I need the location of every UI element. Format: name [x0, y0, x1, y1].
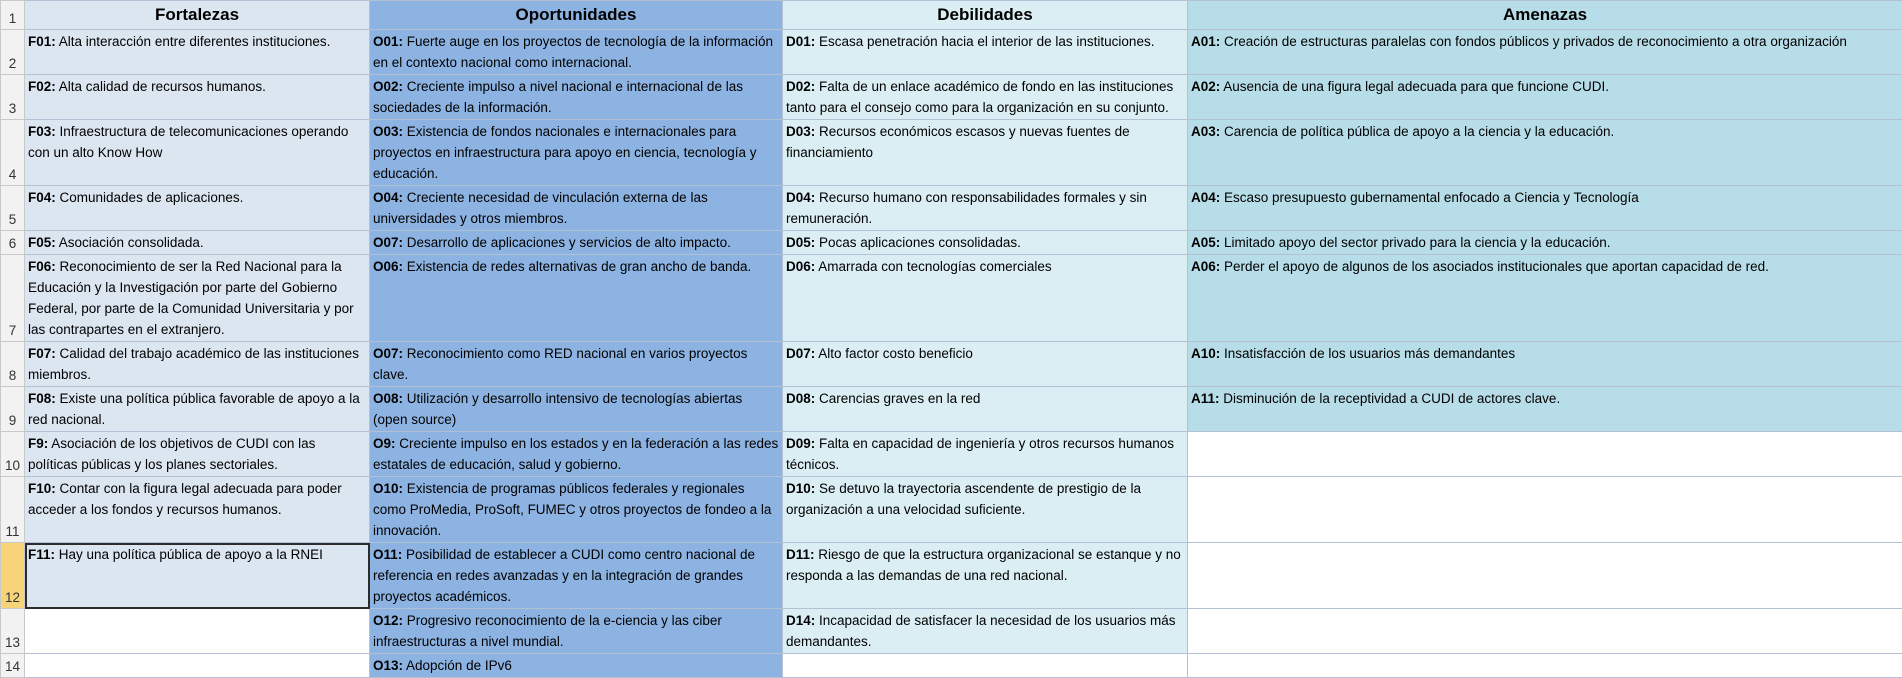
fortaleza-cell[interactable]	[25, 477, 370, 543]
oportunidad-cell[interactable]	[370, 120, 783, 186]
item-code: O12:	[373, 613, 403, 628]
item-text: Alta calidad de recursos humanos.	[56, 79, 266, 94]
table-row	[1, 543, 1902, 609]
oportunidad-cell[interactable]	[370, 477, 783, 543]
item-text: Ausencia de una figura legal adecuada para que funcione CUDI.	[1220, 79, 1609, 94]
item-text: Reconocimiento como RED nacional en varios proyectos clave.	[373, 346, 747, 382]
item-code: F01:	[28, 34, 56, 49]
debilidad-cell[interactable]	[783, 543, 1188, 609]
fortaleza-cell[interactable]	[25, 342, 370, 387]
debilidad-cell[interactable]	[783, 432, 1188, 477]
item-text: Progresivo reconocimiento de la e-ciencia y las ciber infraestructuras a nivel mundial.	[373, 613, 722, 649]
oportunidad-cell[interactable]	[370, 75, 783, 120]
oportunidad-cell[interactable]	[370, 654, 783, 678]
item-code: O08:	[373, 391, 403, 406]
empty-cell[interactable]	[1188, 654, 1902, 678]
item-code: O06:	[373, 259, 403, 274]
table-row	[1, 342, 1902, 387]
item-code: F9:	[28, 436, 48, 451]
empty-cell[interactable]	[1188, 609, 1902, 654]
debilidad-cell[interactable]	[783, 609, 1188, 654]
fortaleza-cell[interactable]	[25, 231, 370, 255]
item-text: Limitado apoyo del sector privado para la ciencia y la educación.	[1220, 235, 1610, 250]
debilidad-cell[interactable]	[783, 120, 1188, 186]
fortaleza-cell[interactable]	[25, 255, 370, 342]
item-text: Escasa penetración hacia el interior de las instituciones.	[815, 34, 1154, 49]
item-text: Alta interacción entre diferentes instituciones.	[56, 34, 331, 49]
item-text: Existencia de programas públicos federales y regionales como ProMedia, ProSoft, FUMEC y otros proyectos de fondeo a la innovación.	[373, 481, 771, 538]
oportunidad-cell[interactable]	[370, 231, 783, 255]
item-code: A11:	[1191, 391, 1220, 406]
oportunidad-cell[interactable]	[370, 255, 783, 342]
amenaza-cell[interactable]	[1188, 387, 1902, 432]
empty-cell[interactable]	[1188, 477, 1902, 543]
row-number[interactable]: 14	[1, 654, 25, 678]
item-text: Reconocimiento de ser la Red Nacional para la Educación y la Investigación por parte del Gobierno Federal, por parte de la Comunidad Universitaria y por las contrapartes en el extranjero.	[28, 259, 354, 337]
row-number[interactable]: 11	[1, 477, 25, 543]
item-text: Se detuvo la trayectoria ascendente de prestigio de la organización a una velocidad suficiente.	[786, 481, 1141, 517]
debilidad-cell[interactable]	[783, 30, 1188, 75]
item-code: O10:	[373, 481, 403, 496]
row-number[interactable]: 5	[1, 186, 25, 231]
item-text: Falta de un enlace académico de fondo en las instituciones tanto para el consejo como para la organización en su conjunto.	[786, 79, 1173, 115]
item-text: Insatisfacción de los usuarios más demandantes	[1220, 346, 1515, 361]
header-fortalezas[interactable]: Fortalezas	[25, 1, 370, 30]
row-number[interactable]: 7	[1, 255, 25, 342]
item-text: Carencia de política pública de apoyo a la ciencia y la educación.	[1220, 124, 1614, 139]
item-text: Infraestructura de telecomunicaciones operando con un alto Know How	[28, 124, 348, 160]
row-number[interactable]: 8	[1, 342, 25, 387]
row-number[interactable]: 12	[1, 543, 25, 609]
item-code: F03:	[28, 124, 56, 139]
item-code: D06:	[786, 259, 815, 274]
item-text: Desarrollo de aplicaciones y servicios de alto impacto.	[403, 235, 731, 250]
header-row	[1, 1, 1902, 30]
item-code: O01:	[373, 34, 403, 49]
fortaleza-cell[interactable]	[25, 75, 370, 120]
debilidad-cell[interactable]	[783, 231, 1188, 255]
item-text: Comunidades de aplicaciones.	[56, 190, 244, 205]
item-code: A05:	[1191, 235, 1220, 250]
table-row	[1, 255, 1902, 342]
table-row	[1, 120, 1902, 186]
item-text: Perder el apoyo de algunos de los asociados institucionales que aportan capacidad de red.	[1220, 259, 1769, 274]
header-oportunidades[interactable]: Oportunidades	[370, 1, 783, 30]
debilidad-cell[interactable]	[783, 387, 1188, 432]
row-number[interactable]: 9	[1, 387, 25, 432]
item-code: O03:	[373, 124, 403, 139]
empty-cell[interactable]	[25, 609, 370, 654]
header-amenazas[interactable]: Amenazas	[1188, 1, 1902, 30]
item-text: Contar con la figura legal adecuada para poder acceder a los fondos y recursos humanos.	[28, 481, 342, 517]
oportunidad-cell[interactable]	[370, 342, 783, 387]
table-row	[1, 387, 1902, 432]
row-number[interactable]: 2	[1, 30, 25, 75]
item-text: Posibilidad de establecer a CUDI como centro nacional de referencia en redes avanzadas y en la integración de grandes proyectos académicos.	[373, 547, 755, 604]
amenaza-cell[interactable]	[1188, 186, 1902, 231]
row-number[interactable]: 13	[1, 609, 25, 654]
item-text: Asociación consolidada.	[56, 235, 204, 250]
amenaza-cell[interactable]	[1188, 342, 1902, 387]
table-row	[1, 432, 1902, 477]
item-text: Carencias graves en la red	[815, 391, 980, 406]
item-text: Creciente necesidad de vinculación externa de las universidades y otros miembros.	[373, 190, 708, 226]
item-code: D04:	[786, 190, 815, 205]
item-code: F08:	[28, 391, 56, 406]
item-text: Incapacidad de satisfacer la necesidad de los usuarios más demandantes.	[786, 613, 1175, 649]
item-code: D11:	[786, 547, 815, 562]
item-code: O02:	[373, 79, 403, 94]
table-row	[1, 75, 1902, 120]
item-code: O13:	[373, 658, 403, 673]
item-text: Riesgo de que la estructura organizacional se estanque y no responda a las demandas de una red nacional.	[786, 547, 1181, 583]
item-text: Fuerte auge en los proyectos de tecnología de la información en el contexto nacional como internacional.	[373, 34, 773, 70]
debilidad-cell[interactable]	[783, 255, 1188, 342]
amenaza-cell[interactable]	[1188, 255, 1902, 342]
table-row	[1, 654, 1902, 678]
amenaza-cell[interactable]	[1188, 120, 1902, 186]
table-row	[1, 186, 1902, 231]
item-code: A10:	[1191, 346, 1220, 361]
item-code: F07:	[28, 346, 56, 361]
item-text: Recursos económicos escasos y nuevas fuentes de financiamiento	[786, 124, 1130, 160]
item-code: A03:	[1191, 124, 1220, 139]
oportunidad-cell[interactable]	[370, 387, 783, 432]
fortaleza-cell[interactable]	[25, 543, 370, 609]
oportunidad-cell[interactable]	[370, 543, 783, 609]
empty-cell[interactable]	[783, 654, 1188, 678]
amenaza-cell[interactable]	[1188, 231, 1902, 255]
fortaleza-cell[interactable]	[25, 387, 370, 432]
table-row	[1, 30, 1902, 75]
debilidad-cell[interactable]	[783, 342, 1188, 387]
grid-body	[1, 30, 1902, 678]
item-code: O11:	[373, 547, 402, 562]
item-text: Asociación de los objetivos de CUDI con las políticas públicas y los planes sectoriales.	[28, 436, 315, 472]
item-text: Existe una política pública favorable de apoyo a la red nacional.	[28, 391, 360, 427]
item-code: A02:	[1191, 79, 1220, 94]
item-code: D05:	[786, 235, 815, 250]
item-text: Creación de estructuras paralelas con fondos públicos y privados de reconocimiento a otra organización	[1220, 34, 1847, 49]
debilidad-cell[interactable]	[783, 477, 1188, 543]
table-row	[1, 231, 1902, 255]
amenaza-cell[interactable]	[1188, 30, 1902, 75]
item-code: A04:	[1191, 190, 1220, 205]
item-text: Falta en capacidad de ingeniería y otros recursos humanos técnicos.	[786, 436, 1174, 472]
item-code: D10:	[786, 481, 815, 496]
item-code: D08:	[786, 391, 815, 406]
row-number[interactable]: 4	[1, 120, 25, 186]
item-text: Disminución de la receptividad a CUDI de actores clave.	[1220, 391, 1561, 406]
item-text: Hay una política pública de apoyo a la RNEI	[55, 547, 323, 562]
header-debilidades[interactable]: Debilidades	[783, 1, 1188, 30]
fortaleza-cell[interactable]	[25, 120, 370, 186]
table-row	[1, 477, 1902, 543]
item-code: A01:	[1191, 34, 1220, 49]
empty-cell[interactable]	[25, 654, 370, 678]
item-code: D14:	[786, 613, 815, 628]
item-text: Alto factor costo beneficio	[815, 346, 973, 361]
item-code: D07:	[786, 346, 815, 361]
fortaleza-cell[interactable]	[25, 186, 370, 231]
item-code: O04:	[373, 190, 403, 205]
amenaza-cell[interactable]	[1188, 75, 1902, 120]
fortaleza-cell[interactable]	[25, 30, 370, 75]
oportunidad-cell[interactable]	[370, 609, 783, 654]
row-number[interactable]: 10	[1, 432, 25, 477]
item-code: D09:	[786, 436, 815, 451]
empty-cell[interactable]	[1188, 432, 1902, 477]
item-code: F04:	[28, 190, 56, 205]
item-text: Utilización y desarrollo intensivo de tecnologías abiertas (open source)	[373, 391, 742, 427]
oportunidad-cell[interactable]	[370, 186, 783, 231]
item-text: Creciente impulso en los estados y en la federación a las redes estatales de educación, salud y gobierno.	[373, 436, 778, 472]
item-text: Recurso humano con responsabilidades formales y sin remuneración.	[786, 190, 1147, 226]
item-code: D03:	[786, 124, 815, 139]
debilidad-cell[interactable]	[783, 186, 1188, 231]
item-text: Adopción de IPv6	[403, 658, 512, 673]
table-row	[1, 609, 1902, 654]
row-number[interactable]: 3	[1, 75, 25, 120]
item-code: D01:	[786, 34, 815, 49]
row-number[interactable]: 1	[1, 1, 25, 30]
item-code: F10:	[28, 481, 56, 496]
item-code: F02:	[28, 79, 56, 94]
item-code: F05:	[28, 235, 56, 250]
fortaleza-cell[interactable]	[25, 432, 370, 477]
item-text: Creciente impulso a nivel nacional e internacional de las sociedades de la información.	[373, 79, 743, 115]
item-code: F11:	[28, 547, 55, 562]
oportunidad-cell[interactable]	[370, 432, 783, 477]
debilidad-cell[interactable]	[783, 75, 1188, 120]
row-number[interactable]: 6	[1, 231, 25, 255]
item-text: Existencia de fondos nacionales e internacionales para proyectos en infraestructura para apoyo en ciencia, tecnología y educación.	[373, 124, 756, 181]
oportunidad-cell[interactable]	[370, 30, 783, 75]
item-code: O07:	[373, 346, 403, 361]
item-code: O07:	[373, 235, 403, 250]
item-code: O9:	[373, 436, 396, 451]
item-text: Pocas aplicaciones consolidadas.	[815, 235, 1021, 250]
item-code: A06:	[1191, 259, 1220, 274]
item-text: Calidad del trabajo académico de las instituciones miembros.	[28, 346, 359, 382]
item-text: Existencia de redes alternativas de gran ancho de banda.	[403, 259, 751, 274]
item-text: Amarrada con tecnologías comerciales	[815, 259, 1051, 274]
item-text: Escaso presupuesto gubernamental enfocado a Ciencia y Tecnología	[1220, 190, 1639, 205]
empty-cell[interactable]	[1188, 543, 1902, 609]
item-code: D02:	[786, 79, 815, 94]
item-code: F06:	[28, 259, 56, 274]
